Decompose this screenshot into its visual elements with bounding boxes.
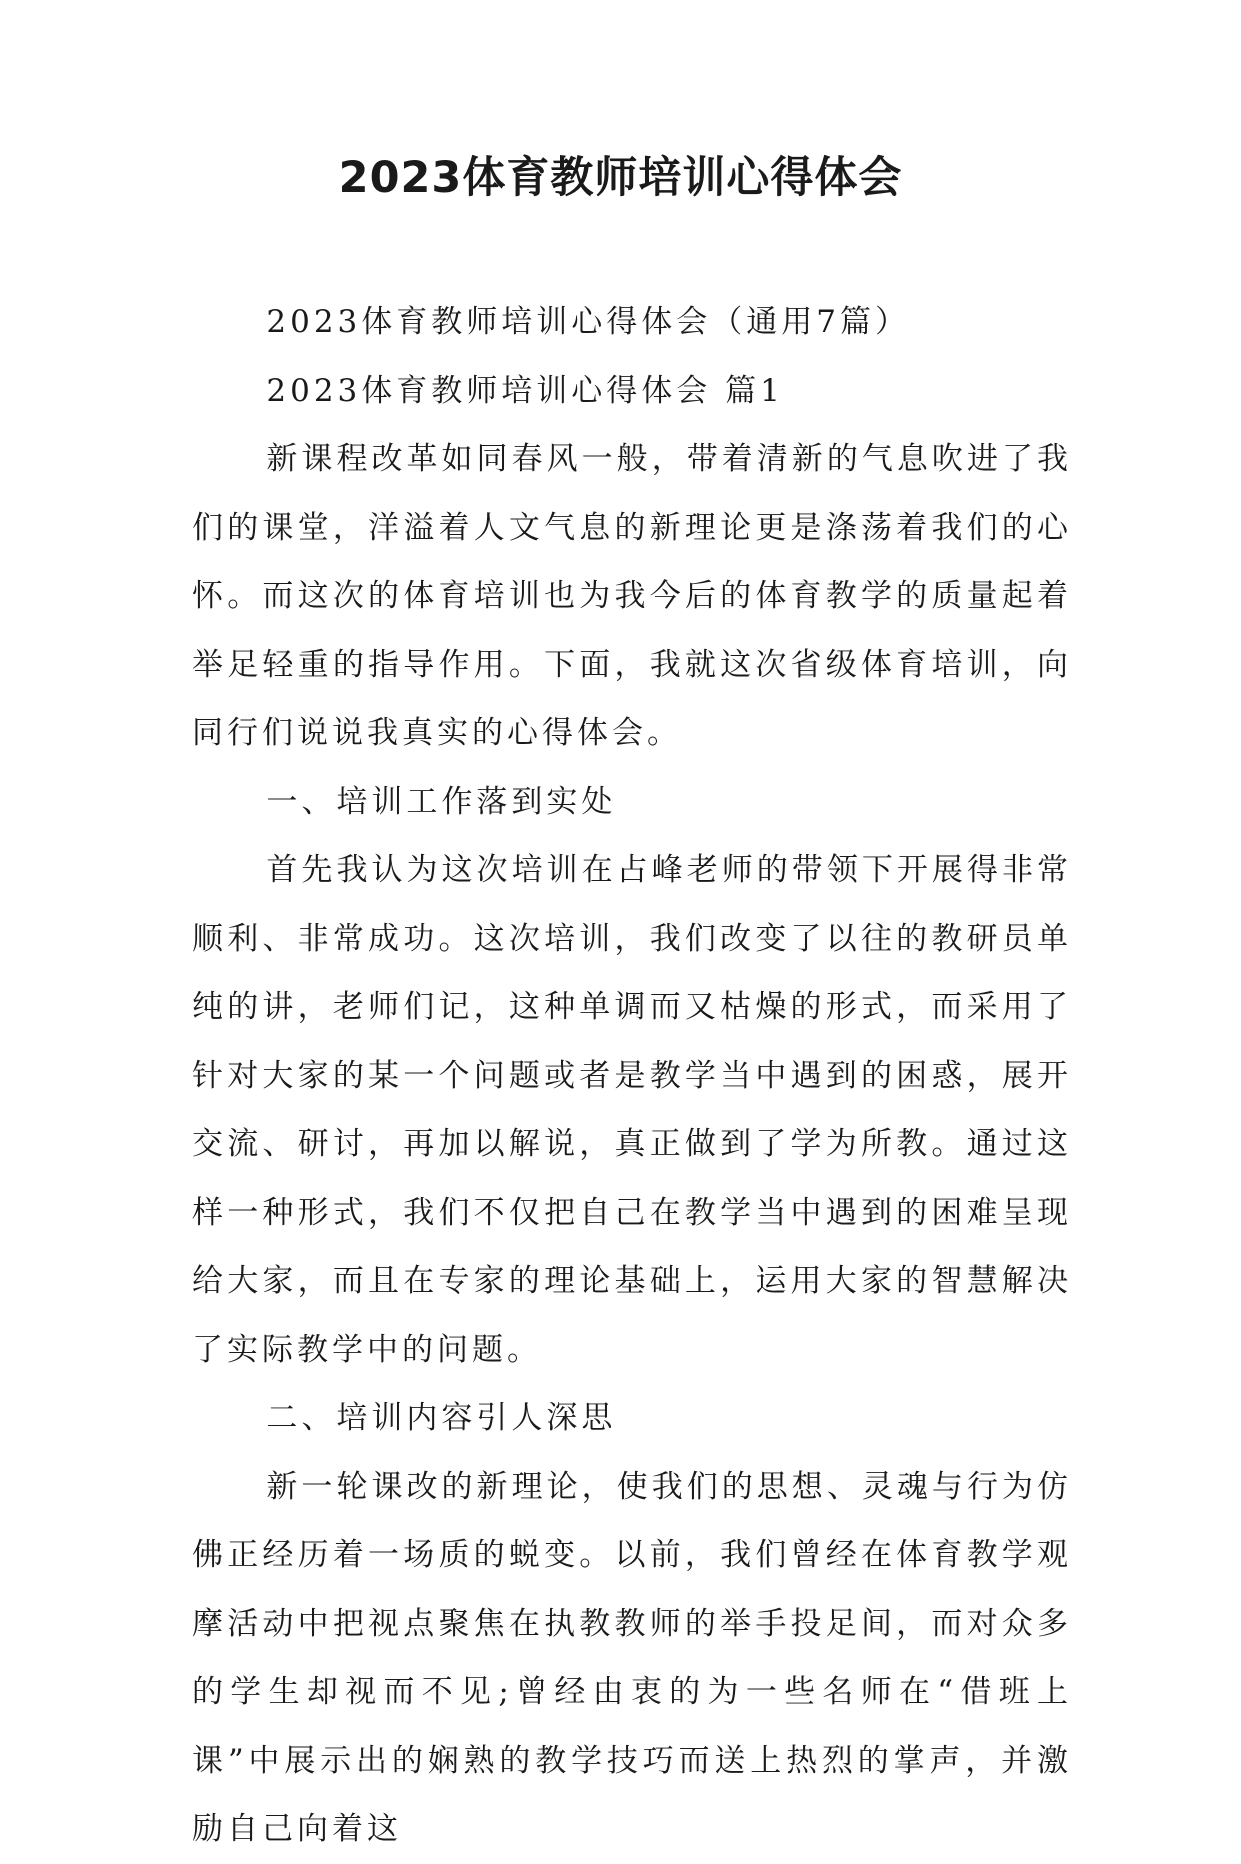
paragraph: 新一轮课改的新理论，使我们的思想、灵魂与行为仿佛正经历着一场质的蜕变。以前，我们曾经在体育教学观摩活动中把视点聚焦在执教教师的举手投足间，而对众多的学生却视而不见;曾经由衷的为一些名师在“借班上课”中展示出的娴熟的教学技巧而送上热烈的掌声，并激励自己向着这 — [192, 1468, 1072, 1847]
paragraph-heading: 二、培训内容引人深思 — [266, 1400, 617, 1436]
paragraph-heading: 一、培训工作落到实处 — [266, 783, 617, 820]
paragraph: 新课程改革如同春风一般，带着清新的气息吹进了我们的课堂，洋溢着人文气息的新理论更是涤荡着我们的心怀。而这次的体育培训也为我今后的体育教学的质量起着举足轻重的指导作用。下面，我就这次省级体育培训，向同行们说说我真实的心得体会。 — [192, 441, 1072, 751]
document-body — [192, 288, 1072, 1864]
paragraph: 首先我认为这次培训在占峰老师的带领下开展得非常顺利、非常成功。这次培训，我们改变了以往的教研员单纯的讲，老师们记，这种单调而又枯燥的形式，而采用了针对大家的某一个问题或者是教学当中遇到的困惑，展开交流、研讨，再加以解说，真正做到了学为所教。通过这样一种形式，我们不仅把自己在教学当中遇到的困难呈现给大家，而且在专家的理论基础上，运用大家的智慧解决了实际教学中的问题。 — [192, 852, 1072, 1368]
document-title: 2023体育教师培训心得体会 — [338, 153, 903, 203]
paragraph-subtitle: 2023体育教师培训心得体会（通用7篇） — [266, 304, 911, 340]
paragraph-section-heading: 2023体育教师培训心得体会 篇1 — [266, 372, 784, 409]
